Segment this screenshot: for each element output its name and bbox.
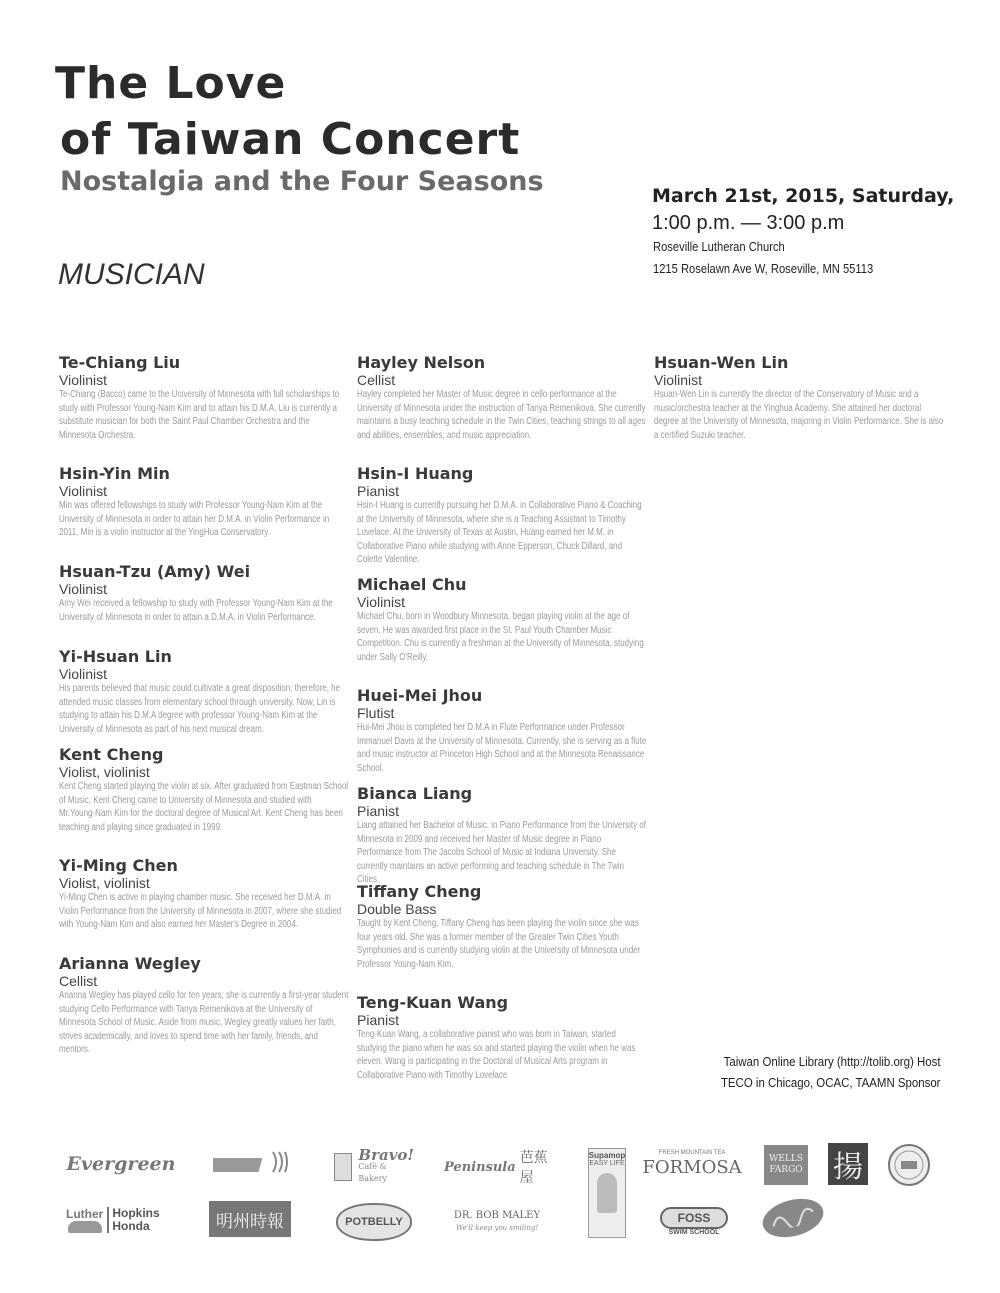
musician-michael-chu <box>357 575 647 664</box>
event-venue: Roseville Lutheran Church <box>653 239 785 254</box>
musician-bio: Teng-Kuan Wang, a collaborative pianist who was born in Taiwan, started studying the piano when he was six and started playing the violin when he was eleven. Wang is participating in the Doctoral of Musical Arts program in Collaborative Piano with Timothy Lovelace <box>357 1029 636 1081</box>
credits <box>720 1051 940 1093</box>
musician-bio: His parents believed that music could cultivate a great disposition; therefore, he attended music classes from elementary school through university. Now, Lin is studying to attain his D.M.A degree with professor Young-Nam Kim at the University of Minnesota as part of his next musical dream. <box>59 683 341 735</box>
musician-bio: Hui-Mei Jhou is completed her D.M.A in Flute Performance under Professor Immanuel Davis at the University of Minnesota. Currently, she is serving as a flute and music instructor at Princeton High School and at the Minnesota Renaissance School. <box>357 722 647 774</box>
mingzhou-times-logo: 明州時報 <box>209 1201 291 1237</box>
musician-yi-hsuan-lin <box>59 647 349 736</box>
musician-bio: Liang attained her Bachelor of Music. in Piano Performance from the University of Minnesota in 2009 and received her Master of Music degree in Piano Performance from The Jacobs School of Music at Indiana University. She currently maintains an active performing and teaching schedule in The Twin Cities. <box>357 820 647 885</box>
evergreen-logo: Evergreen <box>66 1153 176 1175</box>
foss-subtitle: SWIM SCHOOL <box>668 1228 720 1236</box>
sponsor-credit: TECO in Chicago, OCAC, TAAMN Sponsor <box>720 1075 940 1090</box>
foss-name: FOSS <box>660 1207 728 1229</box>
potbelly-logo: POTBELLY <box>336 1203 412 1241</box>
honda-name: Honda <box>112 1219 150 1233</box>
musician-hsuan-wen-lin <box>654 353 944 442</box>
luther-name: Luther <box>66 1207 104 1221</box>
supamop-figure <box>597 1173 617 1213</box>
subtitle: Nostalgia and the Four Seasons <box>60 166 544 197</box>
musician-bio: Hsin-I Huang is currently pursuing her D.M.A. in Collaborative Piano & Coaching at the University of Minnesota, where she is a Teaching Assistant to Timothy Lovelace. At the University of Texas at Austin, Huang earned her M.M. in Collaborative Piano while studying with Anne Epperson, Chuck Dillard, and Colette Valentine. <box>357 500 642 565</box>
musician-role: Cellist <box>357 372 396 388</box>
musician-role: Pianist <box>357 1012 400 1028</box>
title-line-2: of Taiwan Concert <box>60 114 521 165</box>
musician-bio: Michael Chu, born in Woodbury Minnesota, began playing violin at the age of seven. He was awarded first place in the St. Paul Youth Chamber Music Competition. Chu is currently a freshman at the University of Minnesota, studying under Sally O'Reilly. <box>357 611 644 663</box>
supamop-subtitle: EASY LIFE <box>589 1160 625 1167</box>
host-credit: Taiwan Online Library (http://tolib.org) Host <box>723 1054 940 1069</box>
peninsula-chinese: 芭蕉屋 <box>519 1150 548 1186</box>
musician-role: Violinist <box>357 594 405 610</box>
musician-bio: Min was offered fellowships to study with Professor Young-Nam Kim at the University of Minnesota in order to attain her D.M.A. in Violin Performance in 2011. Min is a violin instructor at the YingHua Conservatory. <box>59 500 330 538</box>
musician-huei-mei-jhou <box>357 686 647 775</box>
musician-name: Te-Chiang Liu <box>59 353 181 372</box>
musician-name: Yi-Ming Chen <box>59 856 178 875</box>
musician-role: Cellist <box>59 973 98 989</box>
musician-bio: Te-Chiang (Bacco) came to the University of Minnesota with full scholarships to study with Professor Young-Nam Kim and to attain his D.M.A. Liu is currently a substitute musician for both the Saint Paul Chamber Orchestra and the Minnesota Orchestra. <box>59 389 340 441</box>
musician-bianca-liang <box>357 784 647 887</box>
yang-logo: 揚 <box>828 1143 868 1185</box>
musician-bio: Hayley completed her Master of Music degree in cello performance at the University of Minnesota under the instruction of Tanya Remenikova. She currently maintains a busy teaching schedule in the Twin Cities, teaching strings to all ages and abilities, ensembles, and music appreciation. <box>357 389 646 441</box>
musician-hsuan-tzu-wei <box>59 562 349 624</box>
wells-fargo-logo: WELLS FARGO <box>764 1145 808 1185</box>
bravo-name: Bravo! <box>358 1146 414 1164</box>
car-icon <box>68 1221 102 1233</box>
bravo-subtitle: Café & Bakery <box>358 1162 387 1183</box>
musician-role: Violist, violinist <box>59 764 150 780</box>
musician-name: Hsuan-Tzu (Amy) Wei <box>59 562 251 581</box>
formosa-tagline: FRESH MOUNTAIN TEA <box>658 1150 726 1156</box>
dr-bob-tagline: We'll keep you smiling! <box>455 1224 539 1232</box>
musician-bio: Amy Wei received a fellowship to study with Professor Young-Nam Kim at the University of Minnesota in order to attain a D.M.A. in Violin Performance. <box>59 598 333 623</box>
peninsula-logo <box>444 1150 554 1186</box>
musician-name: Yi-Hsuan Lin <box>59 647 172 666</box>
dr-bob-maley-logo <box>446 1208 548 1236</box>
section-heading: MUSICIAN <box>58 258 205 291</box>
musician-name: Tiffany Cheng <box>357 882 482 901</box>
musician-bio: Taught by Kent Cheng, Tiffany Cheng has been playing the violin since she was four years old. She was a former member of the Greater Twin Cities Youth Symphonies and is currently studying violin at the University of Minnesota under Professor Young-Nam Kim. <box>357 918 641 970</box>
musician-name: Bianca Liang <box>357 784 473 803</box>
blue-boots-emblem <box>887 1143 931 1187</box>
bravo-icon <box>334 1153 352 1181</box>
musician-role: Pianist <box>357 483 400 499</box>
mall-logo-graphic <box>213 1148 289 1180</box>
musician-bio: Arianna Wegley has played cello for ten years; she is currently a first-year student studying Cello Performance with Tanya Remenikova at the University of Minnesota School of Music. Aside from music, Wegley greatly values her faith, strives academically, and loves to spend time with her family, friends, and mentors. <box>59 990 349 1055</box>
musician-name: Michael Chu <box>357 575 467 594</box>
musician-name: Kent Cheng <box>59 745 164 764</box>
signature-logo <box>758 1193 827 1244</box>
formosa-logo <box>642 1148 742 1178</box>
musician-name: Hsuan-Wen Lin <box>654 353 789 372</box>
musician-arianna-wegley <box>59 954 349 1057</box>
musician-name: Teng-Kuan Wang <box>357 993 509 1012</box>
musician-role: Violinist <box>59 483 107 499</box>
musician-role: Violinist <box>59 372 107 388</box>
luther-hopkins-honda-logo <box>66 1203 170 1237</box>
blue-boots-logo <box>887 1143 931 1187</box>
musician-name: Hayley Nelson <box>357 353 486 372</box>
hopkins-name: Hopkins <box>112 1206 160 1220</box>
musician-role: Violist, violinist <box>59 875 150 891</box>
musician-bio: Yi-Ming Chen is active in playing chamber music. She received her D.M.A. in Violin Performance from the University of Minnesota in 2007, where she studied with Young-Nam Kim and also earned her Master's Degree in 2004. <box>59 892 342 930</box>
musician-bio: Kent Cheng started playing the violin at six. After graduated from Eastman School of Music, Kent Cheng came to University of Minnesota and studied with Mr.Young-Nam Kim for the doctoral degree of Musical Art. Kent Cheng has been teaching and playing since graduated in 1999. <box>59 781 349 833</box>
dr-bob-name: DR. BOB MALEY <box>453 1210 541 1221</box>
musician-role: Violinist <box>59 581 107 597</box>
event-date: March 21st, 2015, Saturday, <box>652 185 955 207</box>
musician-role: Violinist <box>59 666 107 682</box>
event-time: 1:00 p.m. — 3:00 p.m <box>652 212 845 234</box>
musician-hayley-nelson <box>357 353 647 442</box>
musician-role: Double Bass <box>357 901 437 917</box>
foss-swim-school-logo <box>654 1203 734 1239</box>
musician-name: Arianna Wegley <box>59 954 201 973</box>
supamop-ad <box>588 1148 626 1238</box>
event-address: 1215 Roselawn Ave W, Roseville, MN 55113 <box>653 261 874 276</box>
musician-te-chiang-liu <box>59 353 349 442</box>
title-line-1: The Love <box>55 58 287 109</box>
musician-tiffany-cheng <box>357 882 647 971</box>
musician-teng-kuan-wang <box>357 993 647 1082</box>
musician-bio: Hsuan-Wen Lin is currently the director of the Conservatory of Music and a music/orchestra teacher at the Yinghua Academy. She attained her doctoral degree at the University of Minnesota, majoring in Violin Performance. She is also a certified Suzuki teacher. <box>654 389 944 441</box>
musician-kent-cheng <box>59 745 349 834</box>
musician-name: Hsin-Yin Min <box>59 464 170 483</box>
musician-hsin-yin-min <box>59 464 349 540</box>
musician-name: Hsin-I Huang <box>357 464 474 483</box>
formosa-name: FORMOSA <box>642 1157 742 1178</box>
musician-hsin-i-huang <box>357 464 647 567</box>
signature-script <box>768 1203 817 1232</box>
musician-name: Huei-Mei Jhou <box>357 686 483 705</box>
supamop-name: Supamop <box>588 1151 626 1160</box>
musician-role: Pianist <box>357 803 400 819</box>
peninsula-name: Peninsula <box>444 1159 516 1175</box>
musician-role: Violinist <box>654 372 702 388</box>
musician-yi-ming-chen <box>59 856 349 932</box>
musician-role: Flutist <box>357 705 395 721</box>
bravo-logo <box>334 1146 414 1183</box>
mall-logo <box>213 1148 289 1180</box>
